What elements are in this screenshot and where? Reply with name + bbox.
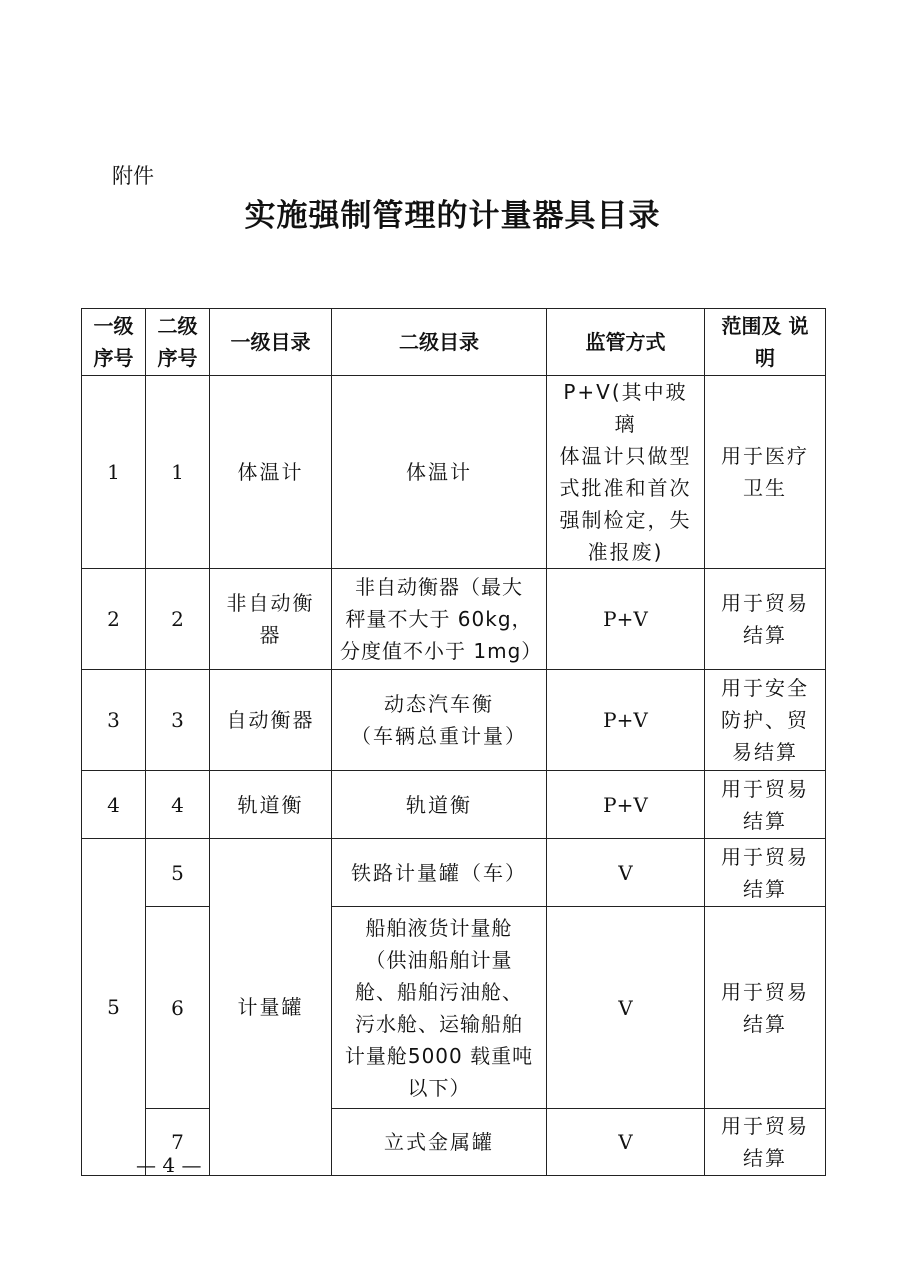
cell-level1-no: 2 bbox=[82, 569, 146, 670]
cell-level2-no: 5 bbox=[146, 839, 210, 907]
table-row bbox=[82, 771, 826, 839]
cell-scope: 用于贸易 结算 bbox=[705, 907, 826, 1109]
cell-level1-dir: 自动衡器 bbox=[210, 670, 332, 771]
table-header-row bbox=[82, 309, 826, 376]
cell-level2-no: 7 bbox=[146, 1109, 210, 1176]
cell-level1-dir: 非自动衡 器 bbox=[210, 569, 332, 670]
cell-level2-no: 2 bbox=[146, 569, 210, 670]
cell-level2-no: 1 bbox=[146, 376, 210, 569]
cell-level2-dir: 立式金属罐 bbox=[332, 1109, 547, 1176]
cell-supervision: P+V bbox=[547, 670, 705, 771]
cell-supervision: P+V bbox=[547, 569, 705, 670]
cell-level1-no: 1 bbox=[82, 376, 146, 569]
table-row bbox=[82, 569, 826, 670]
cell-scope: 用于医疗 卫生 bbox=[705, 376, 826, 569]
cell-scope: 用于贸易 结算 bbox=[705, 569, 826, 670]
cell-level1-no: 5 bbox=[82, 839, 146, 1176]
cell-supervision: P+V(其中玻璃 体温计只做型 式批准和首次 强制检定，失 准报废) bbox=[547, 376, 705, 569]
header-level2-no: 二级 序号 bbox=[146, 309, 210, 376]
measuring-instrument-catalog-table bbox=[81, 308, 826, 1176]
cell-level1-no: 4 bbox=[82, 771, 146, 839]
document-title: 实施强制管理的计量器具目录 bbox=[244, 198, 661, 234]
cell-supervision: P+V bbox=[547, 771, 705, 839]
cell-level1-dir: 计量罐 bbox=[210, 839, 332, 1176]
cell-level1-no: 3 bbox=[82, 670, 146, 771]
cell-scope: 用于贸易 结算 bbox=[705, 839, 826, 907]
cell-level2-no: 6 bbox=[146, 907, 210, 1109]
cell-level2-dir: 船舶液货计量舱 （供油船舶计量 舱、船舶污油舱、 污水舱、运输船舶 计量舱5000 载重吨 以下） bbox=[332, 907, 547, 1109]
cell-level2-dir: 铁路计量罐（车） bbox=[332, 839, 547, 907]
table-row bbox=[82, 839, 826, 907]
header-level2-dir: 二级目录 bbox=[332, 309, 547, 376]
header-supervision: 监管方式 bbox=[547, 309, 705, 376]
table-row bbox=[82, 670, 826, 771]
cell-level2-dir: 非自动衡器（最大 秤量不大于 60kg， 分度值不小于 1mg） bbox=[332, 569, 547, 670]
cell-level2-dir: 动态汽车衡 （车辆总重计量） bbox=[332, 670, 547, 771]
cell-level1-dir: 体温计 bbox=[210, 376, 332, 569]
cell-scope: 用于贸易 结算 bbox=[705, 771, 826, 839]
header-level1-dir: 一级目录 bbox=[210, 309, 332, 376]
cell-level2-no: 3 bbox=[146, 670, 210, 771]
header-level1-no: 一级 序号 bbox=[82, 309, 146, 376]
cell-supervision: V bbox=[547, 839, 705, 907]
cell-supervision: V bbox=[547, 1109, 705, 1176]
cell-level2-dir: 轨道衡 bbox=[332, 771, 547, 839]
attachment-label: 附件 bbox=[112, 164, 154, 188]
cell-level2-no: 4 bbox=[146, 771, 210, 839]
table-row bbox=[82, 376, 826, 569]
header-scope: 范围及 说明 bbox=[705, 309, 826, 376]
cell-level2-dir: 体温计 bbox=[332, 376, 547, 569]
table-row bbox=[82, 907, 826, 1109]
cell-supervision: V bbox=[547, 907, 705, 1109]
cell-scope: 用于安全 防护、贸 易结算 bbox=[705, 670, 826, 771]
page-number: — 4 — bbox=[136, 1153, 202, 1177]
cell-scope: 用于贸易 结算 bbox=[705, 1109, 826, 1176]
cell-level1-dir: 轨道衡 bbox=[210, 771, 332, 839]
